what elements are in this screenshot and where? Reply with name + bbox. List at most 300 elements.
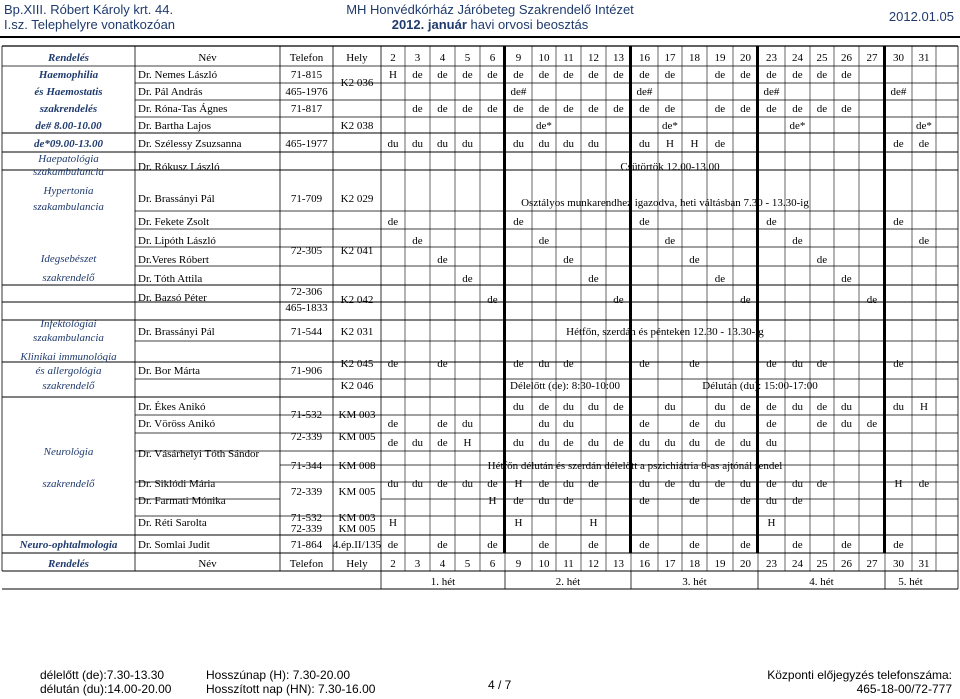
schedule-cell: du xyxy=(538,437,550,449)
schedule-cell: de xyxy=(792,69,803,81)
schedule-cell: du xyxy=(664,401,676,413)
schedule-cell: de xyxy=(412,103,423,115)
schedule-cell: H xyxy=(514,478,523,490)
doctor-room: K2 036 xyxy=(340,77,374,89)
doctor-room: KM 003 xyxy=(338,409,376,421)
schedule-cell: de xyxy=(766,478,777,490)
schedule-cell: du xyxy=(513,437,524,449)
doctor-phone: 465-1976 xyxy=(285,86,328,98)
col-header-day: 31 xyxy=(918,52,930,64)
schedule-cell: du xyxy=(792,358,803,370)
schedule-cell: H xyxy=(488,495,497,507)
col-header-day: 31 xyxy=(918,558,930,570)
doctor-room: K2 031 xyxy=(340,326,374,338)
col-header-day: 18 xyxy=(689,558,700,570)
schedule-cell: de xyxy=(689,254,700,266)
doctor-name: Dr. Bazsó Péter xyxy=(138,292,207,304)
schedule-title-rest: havi orvosi beosztás xyxy=(466,17,589,32)
schedule-cell: de xyxy=(387,216,399,228)
schedule-cell: du xyxy=(387,138,399,150)
col-header-day: 17 xyxy=(664,52,676,64)
doctor-phone: 72-339 xyxy=(290,431,323,443)
schedule-cell: de xyxy=(437,437,448,449)
schedule-cell: de xyxy=(816,478,828,490)
schedule-cell: de xyxy=(538,401,550,413)
schedule-cell: H xyxy=(514,517,523,529)
schedule-cell: du xyxy=(563,138,574,150)
legend-morning: délelőtt (de):7.30-13.30 xyxy=(40,668,165,682)
schedule-cell: de xyxy=(513,216,524,228)
schedule-cell: du xyxy=(714,418,726,430)
col-header-day: 6 xyxy=(489,52,496,64)
schedule-cell: du xyxy=(538,358,550,370)
col-header-name: Név xyxy=(198,558,217,570)
schedule-cell: du xyxy=(792,478,803,490)
doctor-room: KM 003 xyxy=(338,512,376,524)
schedule-cell: de xyxy=(918,235,930,247)
schedule-cell: de xyxy=(462,69,473,81)
doctor-name: Dr. Réti Sarolta xyxy=(138,517,207,529)
schedule-cell: de xyxy=(714,138,726,150)
service-label: szakrendelő xyxy=(42,380,95,392)
schedule-cell: de xyxy=(664,103,676,115)
col-header-day: 3 xyxy=(414,558,421,570)
doctor-name: Dr. Pál András xyxy=(138,86,203,98)
schedule-cell: de xyxy=(563,103,574,115)
schedule-cell: de xyxy=(613,103,624,115)
schedule-cell: du xyxy=(538,418,550,430)
doctor-name: Dr. Szélessy Zsuzsanna xyxy=(138,138,242,150)
doctor-phone: 71-344 xyxy=(290,460,323,472)
col-header-day: 30 xyxy=(893,558,904,570)
schedule-note: Hétfőn, szerdán és pénteken 12.30 - 13.30-ig xyxy=(566,326,764,338)
schedule-cell: de xyxy=(792,103,803,115)
col-header-day: 19 xyxy=(714,52,726,64)
schedule-cell: de xyxy=(893,358,904,370)
schedule-cell: du xyxy=(462,478,473,490)
week-label: 1. hét xyxy=(430,576,456,588)
schedule-cell: du xyxy=(412,478,423,490)
shade-cell xyxy=(883,46,886,553)
schedule-cell: de xyxy=(639,216,650,228)
doctor-phone: 465-1977 xyxy=(285,138,328,150)
doctor-room: KM 005 xyxy=(338,486,376,498)
col-header-day: 11 xyxy=(563,558,574,570)
site-line: I.sz. Telephelyre vonatkozóan xyxy=(4,17,176,32)
schedule-cell: de# xyxy=(636,86,653,98)
col-header-day: 16 xyxy=(639,558,650,570)
service-label: szakambulancia xyxy=(33,332,104,344)
col-header-day: 3 xyxy=(414,52,421,64)
col-header-day: 24 xyxy=(792,52,803,64)
col-header-day: 26 xyxy=(841,558,852,570)
schedule-cell: de xyxy=(866,294,878,306)
schedule-cell: de xyxy=(437,358,448,370)
schedule-cell: du xyxy=(766,495,777,507)
schedule-cell: de xyxy=(437,418,448,430)
col-header-day: 20 xyxy=(740,558,751,570)
schedule-cell: du xyxy=(588,138,599,150)
service-label: és Haemostatis xyxy=(34,86,103,98)
schedule-cell: de* xyxy=(789,120,806,132)
schedule-cell: de xyxy=(816,69,828,81)
booking-phone: 465-18-00/72-777 xyxy=(856,682,952,696)
schedule-cell: de xyxy=(387,418,399,430)
page-number: 4 / 7 xyxy=(488,678,512,692)
schedule-cell: de xyxy=(538,539,550,551)
schedule-cell: de xyxy=(613,437,624,449)
col-header-phone: Telefon xyxy=(289,52,324,64)
schedule-cell: de xyxy=(639,358,650,370)
col-header-day: 11 xyxy=(563,52,574,64)
legend-long-day: Hosszúnap (H): 7.30-20.00 xyxy=(206,668,351,682)
schedule-cell: du xyxy=(714,401,726,413)
col-header-day: 5 xyxy=(464,558,471,570)
doctor-phone: 71-532 xyxy=(290,512,323,524)
doctor-phone: 71-864 xyxy=(290,539,323,551)
doctor-name: Dr. Fekete Zsolt xyxy=(138,216,210,228)
col-header-day: 18 xyxy=(689,52,700,64)
service-label: Haemophilia xyxy=(38,69,99,81)
schedule-cell: de xyxy=(513,69,524,81)
col-header-day: 19 xyxy=(714,558,726,570)
doctor-phone: 72-339 xyxy=(290,486,323,498)
col-header-day: 2 xyxy=(390,558,396,570)
schedule-note: Délelőtt (de): 8:30-10:00 xyxy=(510,380,620,392)
schedule-cell: de xyxy=(412,69,423,81)
schedule-cell: de xyxy=(689,539,700,551)
schedule-cell: de xyxy=(714,103,726,115)
col-header-name: Név xyxy=(198,52,217,64)
schedule-cell: de xyxy=(639,69,650,81)
doctor-room: K2 041 xyxy=(340,245,374,257)
schedule-cell: de xyxy=(613,69,624,81)
service-label: és allergológia xyxy=(35,365,102,377)
schedule-cell: de xyxy=(893,216,904,228)
service-label: de*09.00-13.00 xyxy=(33,138,104,150)
schedule-cell: de xyxy=(588,539,599,551)
schedule-cell: de xyxy=(689,495,700,507)
schedule-cell: de xyxy=(437,478,448,490)
schedule-cell: du xyxy=(387,478,399,490)
doctor-room: KM 005 xyxy=(338,431,376,443)
doctor-phone: 72-339 xyxy=(290,523,323,535)
schedule-cell: du xyxy=(563,478,574,490)
col-header-day: 12 xyxy=(588,558,599,570)
schedule-cell: de xyxy=(766,418,777,430)
schedule-note: Hétfőn délután és szerdán délelőtt a pszichiátria 8-as ajtónál rendel xyxy=(487,460,783,472)
col-header-day: 25 xyxy=(816,558,828,570)
schedule-cell: de xyxy=(487,478,498,490)
schedule-cell: de* xyxy=(916,120,932,132)
schedule-cell: de xyxy=(841,103,852,115)
schedule-cell: du xyxy=(563,418,574,430)
document-date: 2012.01.05 xyxy=(888,9,954,24)
schedule-cell: de xyxy=(792,539,803,551)
service-label: Idegsebészet xyxy=(40,253,97,265)
schedule-cell: de xyxy=(639,418,650,430)
schedule-cell: du xyxy=(462,138,473,150)
schedule-cell: de xyxy=(766,216,777,228)
schedule-cell: de xyxy=(563,69,574,81)
schedule-cell: de xyxy=(412,235,423,247)
schedule-cell: de xyxy=(816,418,828,430)
schedule-cell: H xyxy=(389,69,397,81)
schedule-cell: du xyxy=(563,401,574,413)
schedule-cell: du xyxy=(740,437,751,449)
schedule-cell: de xyxy=(639,539,650,551)
doctor-room: K2 045 xyxy=(340,358,374,370)
schedule-cell: de xyxy=(462,273,473,285)
doctor-name: Dr. Vöröss Anikó xyxy=(138,418,216,430)
week-label: 4. hét xyxy=(809,576,834,588)
schedule-cell: de xyxy=(588,478,599,490)
schedule-cell: de xyxy=(437,539,448,551)
col-header-day: 26 xyxy=(841,52,852,64)
schedule-cell: de xyxy=(487,69,498,81)
col-header-service: Rendelés xyxy=(48,52,89,64)
schedule-cell: du xyxy=(792,401,803,413)
schedule-cell: de xyxy=(538,103,550,115)
booking-label: Központi előjegyzés telefonszáma: xyxy=(767,668,952,682)
col-header-day: 16 xyxy=(639,52,650,64)
schedule-cell: de xyxy=(513,495,524,507)
col-header-day: 27 xyxy=(866,558,878,570)
col-header-day: 30 xyxy=(893,52,904,64)
doctor-phone: 71-815 xyxy=(290,69,323,81)
col-header-phone: Telefon xyxy=(289,558,324,570)
schedule-cell: du xyxy=(588,401,599,413)
shade-cell xyxy=(629,46,632,553)
schedule-cell: de xyxy=(437,69,448,81)
schedule-cell: de xyxy=(766,358,777,370)
schedule-cell: de xyxy=(664,69,676,81)
doctor-name: Dr. Siklódi Mária xyxy=(138,478,216,490)
doctor-name: Dr. Brassányi Pál xyxy=(138,326,215,338)
service-label: Neurológia xyxy=(43,446,94,458)
schedule-cell: du xyxy=(412,138,423,150)
col-header-day: 27 xyxy=(866,52,878,64)
schedule-cell: de xyxy=(538,69,550,81)
schedule-cell: de xyxy=(387,358,399,370)
schedule-cell: de xyxy=(893,138,904,150)
schedule-cell: de xyxy=(437,103,448,115)
schedule-cell: de xyxy=(792,495,803,507)
legend-middle xyxy=(206,668,375,696)
schedule-cell: de xyxy=(538,235,550,247)
doctor-room: K2 046 xyxy=(340,380,374,392)
schedule-cell: du xyxy=(740,478,751,490)
doctor-name: Dr. Tóth Attila xyxy=(138,273,203,285)
schedule-cell: de xyxy=(841,539,852,551)
schedule-cell: de xyxy=(740,539,751,551)
service-label: Infektológiai xyxy=(40,318,97,330)
schedule-cell: de xyxy=(918,138,930,150)
shade-cell xyxy=(503,46,506,553)
doctor-room: KM 005 xyxy=(338,523,376,535)
schedule-cell: de xyxy=(766,401,777,413)
col-header-day: 10 xyxy=(538,558,550,570)
col-header-day: 24 xyxy=(792,558,803,570)
schedule-cell: de xyxy=(487,103,498,115)
schedule-note: Csütörtök 12.00-13.00 xyxy=(620,161,720,173)
legend-extended-day: Hosszított nap (HN): 7.30-16.00 xyxy=(206,682,376,696)
schedule-cell: du xyxy=(841,418,852,430)
schedule-cell: de xyxy=(563,495,574,507)
schedule-cell: de xyxy=(387,539,399,551)
schedule-cell: du xyxy=(412,437,423,449)
doctor-name: Dr. Ékes Anikó xyxy=(138,401,206,413)
schedule-cell: H xyxy=(589,517,598,529)
doctor-name: Dr. Bartha Lajos xyxy=(138,120,212,132)
service-label: de# 8.00-10.00 xyxy=(35,120,102,132)
schedule-cell: de xyxy=(816,254,828,266)
schedule-note: Osztályos munkarendhez igazodva, heti váltásban 7.30 - 13.30-ig xyxy=(521,197,809,209)
schedule-cell: de xyxy=(639,495,650,507)
doctor-room: K2 029 xyxy=(340,193,374,205)
col-header-room: Hely xyxy=(346,558,368,570)
service-label: szakrendelés xyxy=(39,103,98,115)
schedule-cell: de xyxy=(816,358,828,370)
doctor-name: Dr. Farmati Mónika xyxy=(138,495,226,507)
schedule-cell: de xyxy=(866,418,878,430)
schedule-cell: de xyxy=(513,358,524,370)
schedule-cell: H xyxy=(920,401,928,413)
schedule-cell: de* xyxy=(662,120,678,132)
doctor-name: Dr. Rókusz László xyxy=(138,161,220,173)
shade-cell xyxy=(756,46,759,553)
doctor-name: Dr. Vásárhelyi Tóth Sándor xyxy=(138,448,260,460)
schedule-cell: de xyxy=(563,254,574,266)
week-label: 5. hét xyxy=(898,576,923,588)
schedule-cell: de xyxy=(513,103,524,115)
schedule-cell: du xyxy=(588,437,599,449)
schedule-cell: de xyxy=(588,273,599,285)
schedule-cell: du xyxy=(639,478,650,490)
doctor-phone: 465-1833 xyxy=(285,302,328,314)
schedule-cell: de xyxy=(689,358,700,370)
doctor-name: Dr. Róna-Tas Ágnes xyxy=(138,103,228,115)
service-label: szakambulancia xyxy=(33,166,104,178)
schedule-cell: de xyxy=(816,103,828,115)
schedule-cell: de# xyxy=(763,86,780,98)
schedule-cell: du xyxy=(664,437,676,449)
schedule-cell: du xyxy=(689,478,700,490)
col-header-day: 25 xyxy=(816,52,828,64)
service-label: szakrendelő xyxy=(42,478,95,490)
schedule-cell: de xyxy=(714,437,726,449)
schedule-cell: du xyxy=(462,418,473,430)
schedule-cell: de xyxy=(613,294,624,306)
schedule-cell: de xyxy=(588,103,599,115)
institution-name: MH Honvédkórház Járóbeteg Szakrendelő Intézet xyxy=(346,2,634,17)
schedule-cell: de xyxy=(893,539,904,551)
col-header-day: 10 xyxy=(538,52,550,64)
week-label: 3. hét xyxy=(682,576,707,588)
doctor-room: K2 042 xyxy=(340,294,374,306)
col-header-day: 17 xyxy=(664,558,676,570)
service-label: Neuro-ophtalmologia xyxy=(19,539,118,551)
schedule-cell: H xyxy=(690,138,699,150)
doctor-room: KM 008 xyxy=(338,460,376,472)
service-label: Hypertonia xyxy=(43,185,94,197)
doctor-name: Dr. Lipóth László xyxy=(138,235,216,247)
doctor-name: Dr. Brassányi Pál xyxy=(138,193,215,205)
col-header-service: Rendelés xyxy=(48,558,89,570)
doctor-room: K2 038 xyxy=(340,120,374,132)
schedule-cell: du xyxy=(766,437,777,449)
schedule-cell: du xyxy=(639,437,650,449)
schedule-cell: de xyxy=(841,69,852,81)
schedule-cell: H xyxy=(894,478,903,490)
service-label: szakambulancia xyxy=(33,201,104,213)
schedule-month: 2012. január xyxy=(391,17,467,32)
schedule-cell: de xyxy=(816,401,828,413)
schedule-cell: de xyxy=(563,437,574,449)
service-label: szakrendelő xyxy=(42,272,95,284)
schedule-cell: de xyxy=(664,235,676,247)
doctor-phone: 71-817 xyxy=(290,103,323,115)
schedule-cell: de xyxy=(714,69,726,81)
doctor-phone: 71-544 xyxy=(290,326,323,338)
address-line: Bp.XIII. Róbert Károly krt. 44. xyxy=(4,2,174,17)
schedule-cell: de xyxy=(487,539,498,551)
doctor-name: Dr. Nemes László xyxy=(138,69,218,81)
col-header-day: 12 xyxy=(588,52,599,64)
col-header-day: 23 xyxy=(766,52,777,64)
col-header-day: 4 xyxy=(439,558,446,570)
doctor-name: Dr. Bor Márta xyxy=(138,365,201,377)
schedule-cell: de xyxy=(437,254,448,266)
schedule-cell: de xyxy=(740,495,751,507)
doctor-phone: 72-306 xyxy=(290,286,323,298)
schedule-cell: de# xyxy=(890,86,907,98)
doctor-name: Dr.Veres Róbert xyxy=(138,254,209,266)
schedule-cell: de xyxy=(740,103,751,115)
col-header-day: 13 xyxy=(613,558,624,570)
schedule-cell: H xyxy=(463,437,472,449)
schedule-cell: du xyxy=(437,138,448,150)
schedule-cell: de xyxy=(689,418,700,430)
schedule-cell: H xyxy=(767,517,776,529)
schedule-cell: du xyxy=(841,401,852,413)
week-label: 2. hét xyxy=(555,576,581,588)
service-label: Klinikai immunológia xyxy=(20,351,117,363)
schedule-cell: de xyxy=(588,69,599,81)
schedule-cell: du xyxy=(538,495,550,507)
schedule-cell: du xyxy=(513,401,524,413)
schedule-cell: de xyxy=(766,103,777,115)
service-label: Haepatológia xyxy=(38,153,99,165)
schedule-cell: de xyxy=(613,401,624,413)
col-header-day: 20 xyxy=(740,52,751,64)
doctor-name: Dr. Somlai Judit xyxy=(138,539,210,551)
schedule-cell: de xyxy=(792,235,803,247)
col-header-day: 2 xyxy=(390,52,396,64)
legend-afternoon: délután (du):14.00-20.00 xyxy=(40,682,172,696)
schedule-cell: de xyxy=(740,294,751,306)
schedule-cell: de xyxy=(387,437,399,449)
doctor-phone: 72-305 xyxy=(290,245,323,257)
col-header-day: 9 xyxy=(515,558,522,570)
schedule-cell: de xyxy=(740,69,751,81)
schedule-note: Délután (du): 15:00-17:00 xyxy=(702,380,818,392)
schedule-cell: du xyxy=(513,138,524,150)
schedule-cell: de xyxy=(714,478,726,490)
schedule-cell: de* xyxy=(536,120,552,132)
col-header-day: 4 xyxy=(439,52,446,64)
col-header-day: 13 xyxy=(613,52,624,64)
